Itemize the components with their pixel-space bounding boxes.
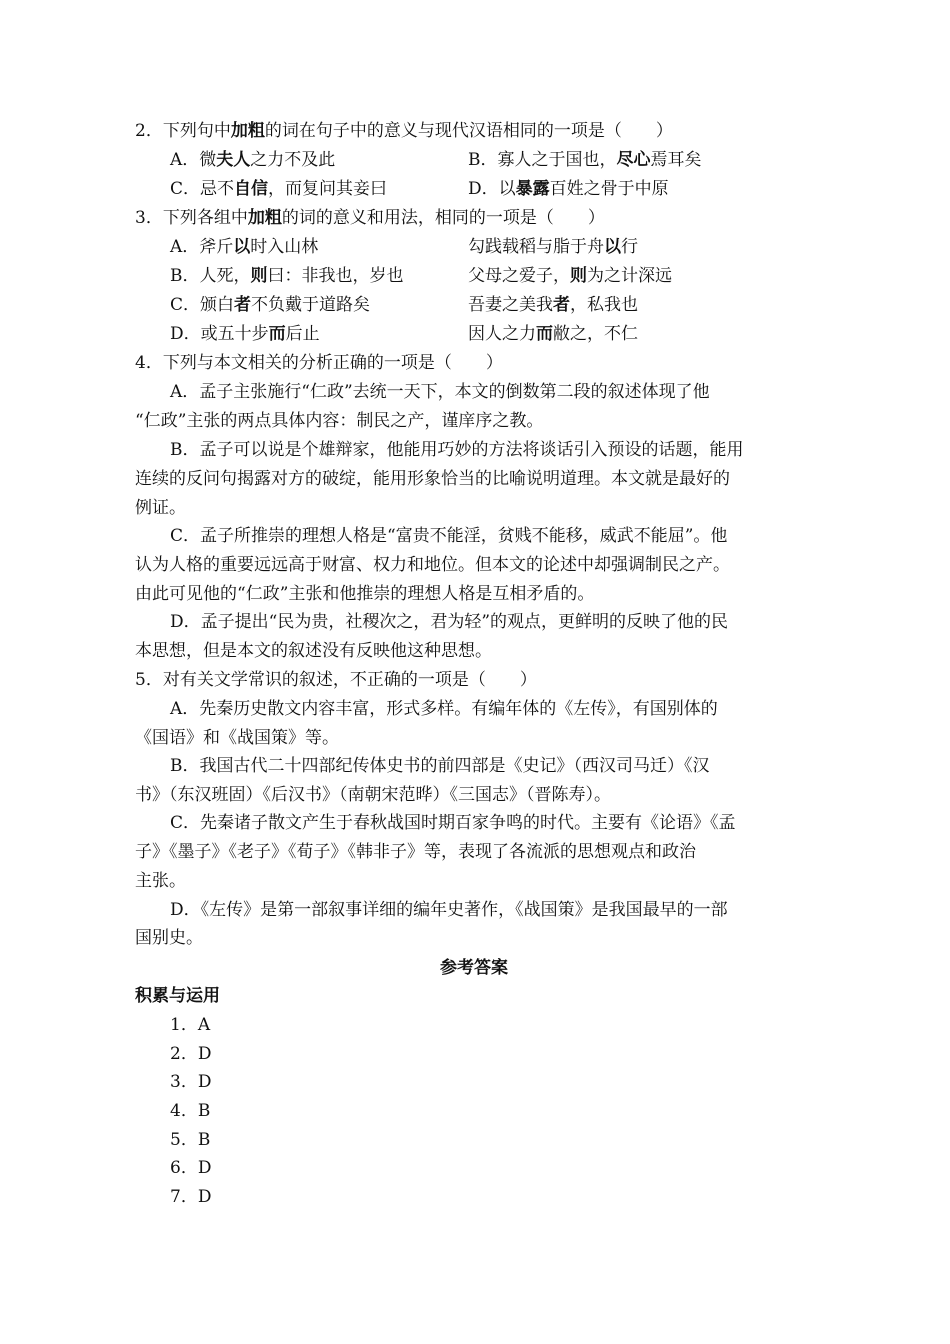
q2-b-pre: B．寡人之于国也， [468,150,617,170]
q3-c-l-pre: C．颁白 [170,295,235,315]
q2-option-a [170,146,335,175]
q2-option-b [468,146,702,175]
q2-stem-post: 的词在句子中的意义与现代汉语相同的一项是（ ） [264,121,673,141]
q4-option-d-line2: 本思想，但是本文的叙述没有反映他这种思想。 [135,641,492,661]
q2-a-pre: A．微 [170,150,217,170]
q2-stem-pre: 2．下列句中 [135,121,231,141]
answers-title: 参考答案 [440,958,508,978]
q4-option-b-line2: 连续的反问句揭露对方的破绽，能用形象恰当的比喻说明道理。本文就是最好的 [135,469,730,489]
q3-c-r-bold: 者 [553,295,570,315]
q4-option-a-line2: “仁政”主张的两点具体内容：制民之产，谨庠序之教。 [135,411,544,431]
q3-d-r-bold: 而 [536,324,553,344]
q3-stem-post: 的词的意义和用法，相同的一项是（ ） [281,208,605,228]
q5-option-b-line1: B．我国古代二十四部纪传体史书的前四部是《史记》（西汉司马迁）《汉 [170,756,710,776]
answer-item: 4．B [170,1101,211,1121]
q2-c-post: ，而复问其妾曰 [268,179,388,199]
q4-option-c-line3: 由此可见他的“仁政”主张和他推崇的理想人格是互相矛盾的。 [135,584,595,604]
answers-section-heading: 积累与运用 [135,986,220,1006]
q3-d-l-post: 后止 [285,324,320,344]
q3-a-l-pre: A．斧斤 [170,237,234,257]
q5-option-d-line2: 国别史。 [135,928,203,948]
q4-option-c-line1: C．孟子所推崇的理想人格是“富贵不能淫，贫贱不能移，威武不能屈”。他 [170,526,728,546]
q2-d-pre: D．以 [468,179,516,199]
q3-b-l-bold: 则 [250,266,268,286]
answer-item: 3．D [170,1072,212,1092]
q3-option-d-left [170,320,320,349]
q5-option-c-line3: 主张。 [135,871,186,891]
q3-option-b-left [170,262,404,291]
q2-stem-bold: 加粗 [230,121,265,141]
q2-b-post: 焉耳矣 [650,150,702,170]
q3-c-l-post: 不负戴于道路矣 [251,295,371,315]
q4-stem: 4．下列与本文相关的分析正确的一项是（ ） [135,353,503,373]
q3-option-b-right [468,262,672,291]
answer-item: 7．D [170,1187,212,1207]
answer-item: 5．B [170,1130,211,1150]
q3-b-l-post: 曰：非我也，岁也 [267,266,404,286]
q3-b-r-post: 为之计深远 [587,266,672,286]
q2-option-d [468,175,669,204]
answer-item: 6．D [170,1158,212,1178]
q2-d-bold: 暴露 [515,179,550,199]
q2-c-pre: C．忌不 [170,179,235,199]
q3-c-r-pre: 吾妻之美我 [468,295,553,315]
q5-option-c-line1: C．先秦诸子散文产生于春秋战国时期百家争鸣的时代。主要有《论语》《孟 [170,813,736,833]
q3-a-r-post: 行 [621,237,638,257]
q3-d-l-pre: D．或五十步 [170,324,269,344]
q3-d-r-post: 敝之，不仁 [553,324,638,344]
answer-item: 2．D [170,1044,212,1064]
q2-a-bold: 夫人 [216,150,251,170]
q2-option-c [170,175,387,204]
q3-option-d-right [468,320,638,349]
q3-a-l-post: 时入山林 [250,237,319,257]
q2-a-post: 之力不及此 [250,150,336,170]
answer-item: 1．A [170,1015,211,1035]
q3-a-l-bold: 以 [233,237,251,257]
q3-b-r-pre: 父母之爱子， [468,266,570,286]
q5-option-a-line2: 《国语》和《战国策》等。 [135,728,339,748]
q5-stem: 5．对有关文学常识的叙述，不正确的一项是（ ） [135,670,537,690]
q3-option-c-right [468,291,638,320]
q4-option-d-line1: D．孟子提出“民为贵，社稷次之，君为轻”的观点，更鲜明的反映了他的民 [170,612,729,632]
q2-b-bold: 尽心 [616,150,651,170]
q3-b-l-pre: B．人死， [170,266,251,286]
q4-option-b-line3: 例证。 [135,498,186,518]
q2-stem [135,117,673,146]
q3-option-a-right [468,233,638,262]
q3-option-c-left [170,291,370,320]
q2-c-bold: 自信 [234,179,269,199]
q3-a-r-pre: 勾践载稻与脂于舟 [468,237,604,257]
q2-d-post: 百姓之骨于中原 [549,179,669,199]
q3-c-r-post: ，私我也 [570,295,638,315]
q4-option-b-line1: B．孟子可以说是个雄辩家，他能用巧妙的方法将谈话引入预设的话题，能用 [170,440,744,460]
q5-option-a-line1: A．先秦历史散文内容丰富，形式多样。有编年体的《左传》，有国别体的 [170,699,718,719]
q3-c-l-bold: 者 [234,295,252,315]
q5-option-d-line1: D．《左传》是第一部叙事详细的编年史著作，《战国策》是我国最早的一部 [170,900,728,920]
q3-stem [135,204,605,233]
q4-option-a-line1: A．孟子主张施行“仁政”去统一天下，本文的倒数第二段的叙述体现了他 [170,382,710,402]
q3-stem-bold: 加粗 [247,208,282,228]
q4-option-c-line2: 认为人格的重要远远高于财富、权力和地位。但本文的论述中却强调制民之产。 [135,555,730,575]
q3-d-l-bold: 而 [268,324,286,344]
q5-option-b-line2: 书》（东汉班固）《后汉书》（南朝宋范晔）《三国志》（晋陈寿）。 [135,785,611,805]
q3-d-r-pre: 因人之力 [468,324,536,344]
q5-option-c-line2: 子》《墨子》《老子》《荀子》《韩非子》等，表现了各流派的思想观点和政治 [135,842,696,862]
q3-b-r-bold: 则 [570,266,587,286]
q3-a-r-bold: 以 [604,237,621,257]
q3-stem-pre: 3．下列各组中 [135,208,248,228]
q3-option-a-left [170,233,318,262]
